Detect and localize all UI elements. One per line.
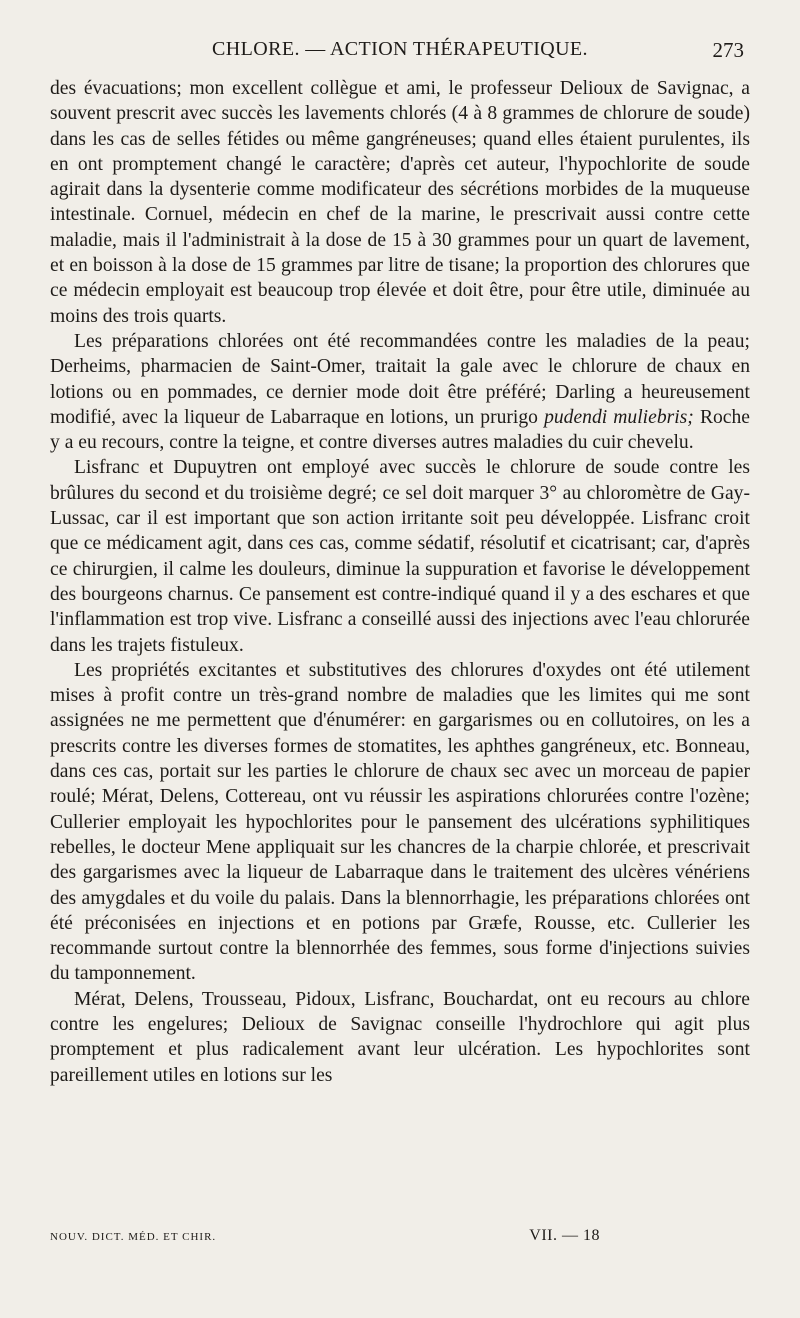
paragraph-1-text: des évacuations; mon excellent collègue et ami, le professeur Delioux de Savignac, a souvent prescrit avec succès les lavements chlorés (4 à 8 grammes de chlorure de soude) dans les cas de selles fétides ou même gangréneuses; quand elles étaient purulentes, ils en ont promptement changé le caractère; d'après cet auteur, l'hypochlorite de soude agirait dans la dysenterie comme modificateur des sécrétions morbides de la muqueuse intestinale. Cornuel, médecin en chef de la marine, le prescrivait aussi contre cette maladie, mais il l'administrait à la dose de 15 à 30 grammes pour un quart de lavement, et en boisson à la dose de 15 grammes par litre de tisane; la proportion des chlorures que ce médecin employait est beaucoup trop élevée et doit être, pour être utile, diminuée au moins des trois quarts.	[50, 78, 750, 327]
paragraph-2-italic-term: pudendi muliebris;	[544, 406, 694, 428]
paragraph-3	[50, 455, 750, 657]
paragraph-3-text: Lisfranc et Dupuytren ont employé avec succès le chlorure de soude contre les brûlures du second et du troisième degré; ce sel doit marquer 3° au chloromètre de Gay-Lussac, car il est important que son action irritante soit peu développée. Lisfranc croit que ce médicament agit, dans ces cas, comme sédatif, résolutif et cicatrisant; car, d'après ce chirurgien, il calme les douleurs, diminue la suppuration et favorise le développement des bourgeons charnus. Ce pansement est contre-indiqué quand il y a des eschares et que l'inflammation est trop vive. Lisfranc a conseillé aussi des injections avec l'eau chlorurée dans les trajets fistuleux.	[50, 457, 750, 656]
body-text	[50, 76, 750, 1088]
paragraph-5-text: Mérat, Delens, Trousseau, Pidoux, Lisfranc, Bouchardat, ont eu recours au chlore contre les engelures; Delioux de Savignac conseille l'hydrochlore qui agit plus promptement et plus radicalement avant leur ulcération. Les hypochlorites sont pareillement utiles en lotions sur les	[50, 988, 750, 1086]
page-number: 273	[712, 38, 744, 62]
paragraph-2	[50, 329, 750, 455]
footer-signature: VII. — 18	[529, 1227, 600, 1244]
paragraph-2-text-1: Les préparations chlorées ont été recommandées contre les maladies de la peau; Derheims, pharmacien de Saint-Omer, traitait la gale avec le chlorure de chaux en lotions ou en pommades, ce dernier mode doit être préféré; Darling a heureusement modifié, avec la liqueur de Labarraque en lotions, un prurigo	[50, 330, 750, 428]
paragraph-1	[50, 76, 750, 329]
paragraph-4	[50, 658, 750, 987]
paragraph-4-text: Les propriétés excitantes et substitutives des chlorures d'oxydes ont été utilement mises à profit contre un très-grand nombre de maladies que les limites qui me sont assignées ne me permettent que d'énumérer: en gargarismes ou en collutoires, on les a prescrits contre les diverses formes de stomatites, les aphthes gangréneux, etc. Bonneau, dans ces cas, portait sur les parties le chlorure de chaux sec avec un morceau de papier roulé; Mérat, Delens, Cottereau, ont vu réussir les aspirations chlorurées contre l'ozène; Cullerier employait les hypochlorites pour le pansement des ulcérations syphilitiques rebelles, le docteur Mene appliquait sur les chancres de la charpie chlorée, et prescrivait des gargarismes avec la liqueur de Labarraque dans le traitement des ulcères vénériens des amygdales et du voile du palais. Dans la blennorrhagie, les préparations chlorées ont été préconisées en injections et en potions par Græfe, Rousse, etc. Cullerier les recommande surtout contre la blennorrhée des femmes, sous forme d'injections suivies du tamponnement.	[50, 659, 750, 985]
footer-publication: NOUV. DICT. MÉD. ET CHIR.	[50, 1231, 217, 1243]
running-title: CHLORE. — ACTION THÉRAPEUTIQUE.	[212, 38, 588, 60]
page-header	[50, 38, 750, 72]
page-footer	[50, 1229, 750, 1253]
paragraph-5	[50, 987, 750, 1088]
paragraph-2-text-2: Roche y a eu recours, contre la teigne, et contre diverses autres maladies du cuir chevelu.	[50, 406, 750, 454]
